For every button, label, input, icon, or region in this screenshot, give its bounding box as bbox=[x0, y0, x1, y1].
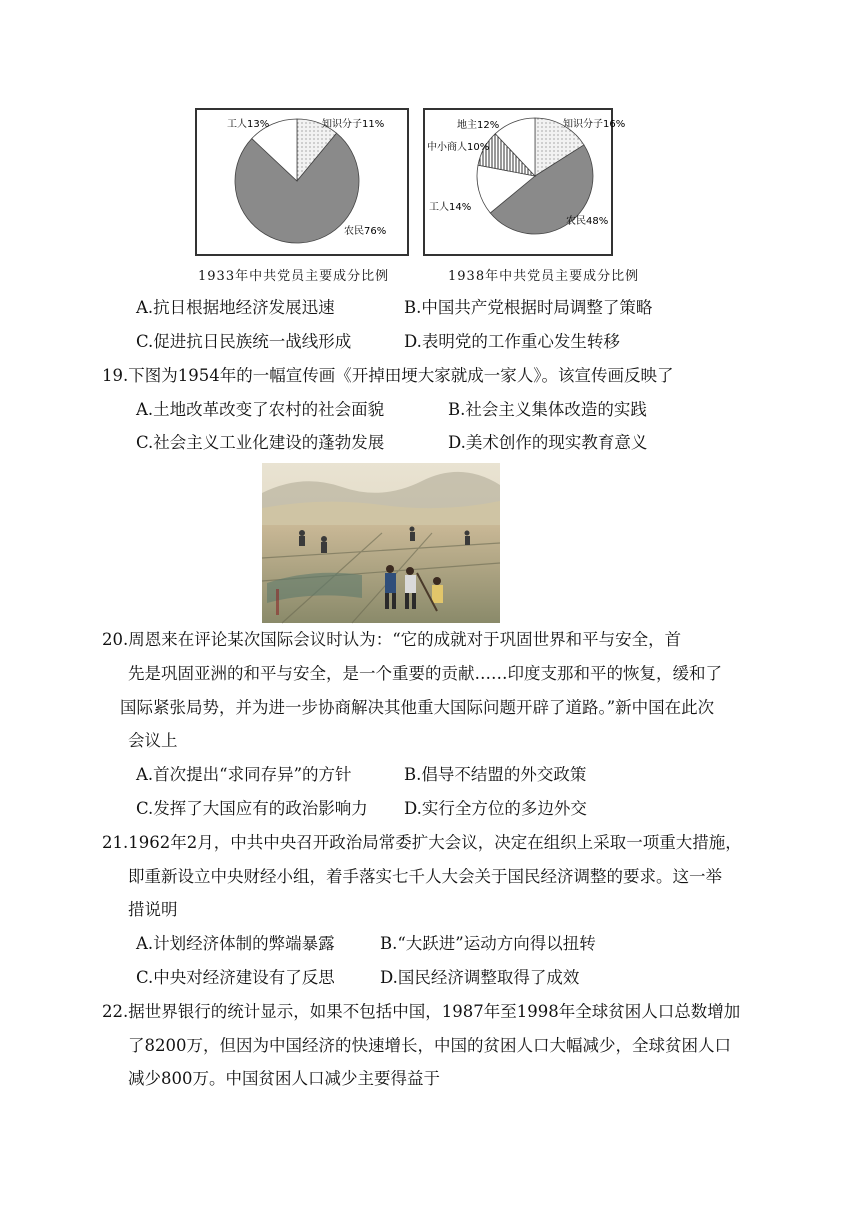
q20-option-d: D.实行全方位的多边外交 bbox=[404, 799, 587, 818]
q19-option-b: B.社会主义集体改造的实践 bbox=[448, 400, 647, 419]
slice-label-dizhu: 地主12% bbox=[457, 120, 500, 131]
q19-option-d: D.美术创作的现实教育意义 bbox=[448, 433, 648, 452]
q18-option-c: C.促进抗日民族统一战线形成 bbox=[136, 332, 352, 351]
q21-option-d: D.国民经济调整取得了成效 bbox=[380, 968, 580, 987]
q20-stem-line-1: 20.周恩来在评论某次国际会议时认为：“它的成就对于巩固世界和平与安全，首 bbox=[102, 630, 682, 649]
q18-option-b: B.中国共产党根据时局调整了策略 bbox=[404, 298, 653, 317]
slice-label-gongren: 工人13% bbox=[227, 119, 270, 130]
q21-option-c: C.中央对经济建设有了反思 bbox=[136, 968, 335, 987]
q21-option-b: B.“大跃进”运动方向得以扭转 bbox=[380, 934, 596, 953]
q19-stem: 19.下图为1954年的一幅宣传画《开掉田埂大家就成一家人》。该宣传画反映了 bbox=[102, 366, 674, 385]
q20-stem-line-2: 先是巩固亚洲的和平与安全，是一个重要的贡献……印度支那和平的恢复，缓和了 bbox=[128, 664, 722, 683]
pie-chart-1938 bbox=[423, 108, 626, 256]
slice-label-nongmin: 农民76% bbox=[344, 226, 387, 237]
q21-stem-line-3: 措说明 bbox=[128, 900, 178, 919]
q21-option-a: A.计划经济体制的弊端暴露 bbox=[136, 934, 335, 953]
q22-stem-line-2: 了8200万，但因为中国经济的快速增长，中国的贫困人口大幅减少，全球贫困人口 bbox=[128, 1036, 731, 1055]
q20-option-c: C.发挥了大国应有的政治影响力 bbox=[136, 799, 368, 818]
q20-option-a: A.首次提出“求同存异”的方针 bbox=[136, 765, 352, 784]
slice-label-zhishifenzi: 知识分子11% bbox=[322, 119, 385, 130]
q19-option-c: C.社会主义工业化建设的蓬勃发展 bbox=[136, 433, 385, 452]
pie-chart-1933 bbox=[195, 108, 409, 256]
q22-stem-line-1: 22.据世界银行的统计显示，如果不包括中国，1987年至1998年全球贫困人口总数增加 bbox=[102, 1002, 741, 1021]
q21-stem-line-2: 即重新设立中央财经小组，着手落实七千人大会关于国民经济调整的要求。这一举 bbox=[128, 867, 722, 886]
pie-chart-1933-svg bbox=[197, 110, 407, 254]
q18-option-a: A.抗日根据地经济发展迅速 bbox=[136, 298, 335, 317]
q20-option-b: B.倡导不结盟的外交政策 bbox=[404, 765, 587, 784]
q22-stem-line-3: 减少800万。中国贫困人口减少主要得益于 bbox=[128, 1069, 440, 1088]
slice-label-gongren: 工人14% bbox=[429, 202, 472, 213]
slice-label-zhongxiaoshangren: 中小商人10% bbox=[427, 142, 490, 153]
pie-chart-1938-svg bbox=[425, 110, 626, 254]
q21-stem-line-1: 21.1962年2月，中共中央召开政治局常委扩大会议，决定在组织上采取一项重大措施， bbox=[102, 833, 742, 852]
propaganda-painting bbox=[262, 463, 500, 623]
chart-caption-1938: 1938年中共党员主要成分比例 bbox=[448, 269, 640, 284]
q20-stem-line-3: 国际紧张局势，并为进一步协商解决其他重大国际问题开辟了道路。”新中国在此次 bbox=[120, 698, 715, 717]
q18-option-d: D.表明党的工作重心发生转移 bbox=[404, 332, 620, 351]
slice-label-zhishifenzi: 知识分子16% bbox=[563, 119, 626, 130]
q19-option-a: A.土地改革改变了农村的社会面貌 bbox=[136, 400, 385, 419]
chart-caption-1933: 1933年中共党员主要成分比例 bbox=[198, 269, 390, 284]
slice-label-nongmin: 农民48% bbox=[566, 216, 609, 227]
q20-stem-line-4: 会议上 bbox=[128, 731, 178, 750]
propaganda-painting-image bbox=[262, 463, 500, 623]
